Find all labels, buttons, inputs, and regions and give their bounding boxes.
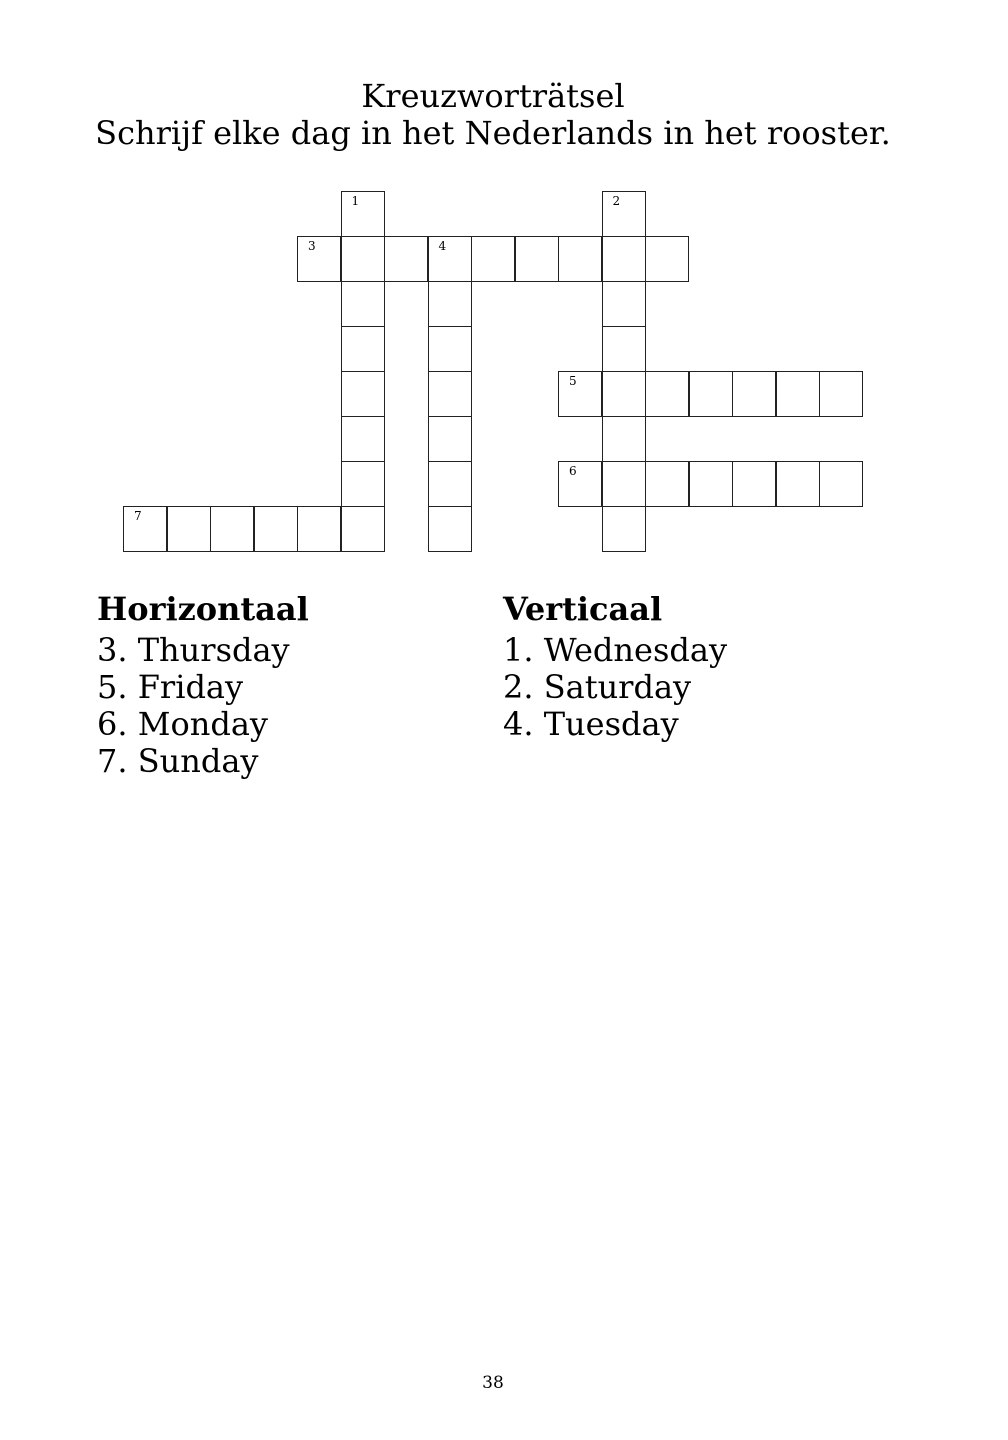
grid-cell[interactable]: [428, 371, 472, 417]
grid-cell[interactable]: [602, 461, 646, 507]
grid-cell[interactable]: [645, 461, 689, 507]
grid-cell[interactable]: [341, 281, 385, 327]
down-clues: [503, 590, 883, 743]
clue-number: 6: [569, 464, 577, 478]
grid-cell[interactable]: [819, 371, 863, 417]
grid-cell[interactable]: [428, 236, 472, 282]
down-heading: Verticaal: [503, 590, 663, 628]
grid-cell[interactable]: [602, 236, 646, 282]
grid-cell[interactable]: [341, 236, 385, 282]
clue-down-4: 4. Tuesday: [503, 705, 679, 743]
grid-cell[interactable]: [689, 371, 733, 417]
grid-cell[interactable]: [428, 461, 472, 507]
grid-cell[interactable]: [297, 236, 341, 282]
grid-cell[interactable]: [341, 461, 385, 507]
clue-across-7: 7. Sunday: [97, 742, 259, 780]
clue-across-3: 3. Thursday: [97, 631, 290, 669]
grid-cell[interactable]: [732, 371, 776, 417]
grid-cell[interactable]: [341, 371, 385, 417]
clue-across-5: 5. Friday: [97, 668, 244, 706]
grid-cell[interactable]: [341, 326, 385, 372]
instructions: Schrijf elke dag in het Nederlands in het rooster.: [95, 114, 891, 152]
page-title: Kreuzworträtsel: [361, 77, 625, 115]
across-heading: Horizontaal: [97, 590, 309, 628]
clue-number: 7: [134, 509, 142, 523]
grid-cell[interactable]: [732, 461, 776, 507]
grid-cell[interactable]: [645, 236, 689, 282]
grid-cell[interactable]: [819, 461, 863, 507]
grid-cell[interactable]: [341, 506, 385, 552]
page-number: 38: [482, 1373, 504, 1393]
grid-cell[interactable]: [341, 191, 385, 237]
grid-cell[interactable]: [602, 506, 646, 552]
grid-cell[interactable]: [602, 416, 646, 462]
grid-cell[interactable]: [558, 371, 602, 417]
grid-cell[interactable]: [254, 506, 298, 552]
grid-cell[interactable]: [602, 326, 646, 372]
grid-cell[interactable]: [558, 236, 602, 282]
grid-cell[interactable]: [602, 191, 646, 237]
grid-cell[interactable]: [776, 371, 820, 417]
grid-cell[interactable]: [602, 281, 646, 327]
grid-cell[interactable]: [602, 371, 646, 417]
grid-cell[interactable]: [297, 506, 341, 552]
clue-number: 5: [569, 374, 577, 388]
grid-cell[interactable]: [428, 326, 472, 372]
clue-down-2: 2. Saturday: [503, 668, 692, 706]
clue-number: 1: [351, 194, 360, 208]
grid-cell[interactable]: [428, 416, 472, 462]
crossword-grid: [0, 0, 1008, 600]
grid-cell[interactable]: [123, 506, 167, 552]
grid-cell[interactable]: [384, 236, 428, 282]
grid-cell[interactable]: [428, 281, 472, 327]
across-clues: [97, 590, 477, 780]
grid-cell[interactable]: [515, 236, 559, 282]
clue-number: 4: [438, 239, 447, 253]
grid-cell[interactable]: [471, 236, 515, 282]
grid-cell[interactable]: [167, 506, 211, 552]
grid-cell[interactable]: [558, 461, 602, 507]
clue-across-6: 6. Monday: [97, 705, 268, 743]
clue-number: 2: [612, 194, 621, 208]
grid-cell[interactable]: [645, 371, 689, 417]
grid-cell[interactable]: [341, 416, 385, 462]
grid-cell[interactable]: [689, 461, 733, 507]
clue-down-1: 1. Wednesday: [503, 631, 728, 669]
grid-cell[interactable]: [776, 461, 820, 507]
grid-cell[interactable]: [210, 506, 254, 552]
grid-cell[interactable]: [428, 506, 472, 552]
clue-number: 3: [308, 239, 316, 253]
